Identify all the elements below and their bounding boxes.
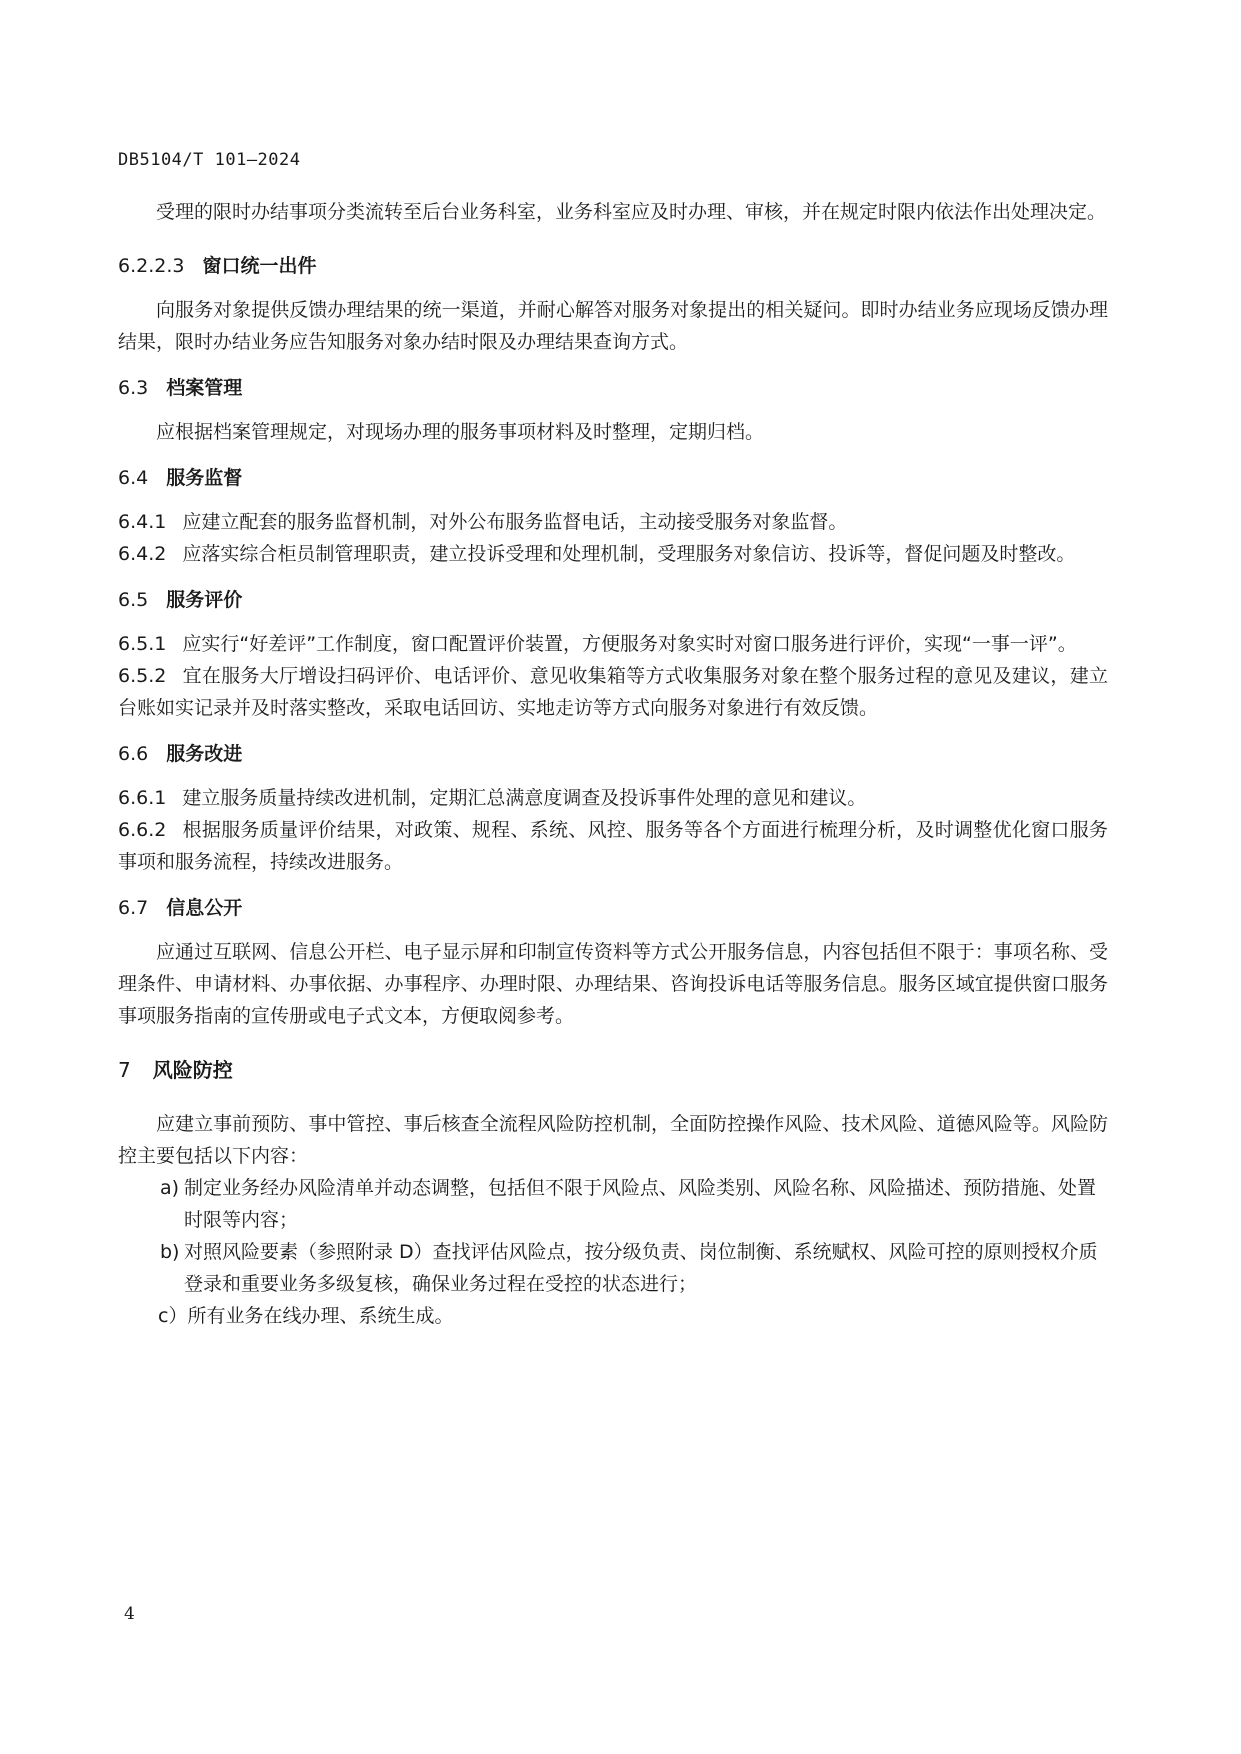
section-number: 6.3 xyxy=(118,377,149,399)
section-title: 信息公开 xyxy=(166,897,243,919)
clause-6-6-1 xyxy=(118,782,1108,814)
clause-number: 6.4.2 xyxy=(118,543,167,565)
paragraph-6-2-2-3: 向服务对象提供反馈办理结果的统一渠道，并耐心解答对服务对象提出的相关疑问。即时办结业务应现场反馈办理结果，限时办结业务应告知服务对象办结时限及办理结果查询方式。 xyxy=(118,299,1108,353)
clause-number: 6.6.1 xyxy=(118,787,167,809)
section-title: 服务监督 xyxy=(166,467,243,489)
clause-6-5-1 xyxy=(118,628,1108,660)
section-number: 6.6 xyxy=(118,743,149,765)
paragraph-7: 应建立事前预防、事中管控、事后核查全流程风险防控机制，全面防控操作风险、技术风险、道德风险等。风险防控主要包括以下内容： xyxy=(118,1113,1108,1167)
clause-text: 应落实综合柜员制管理职责，建立投诉受理和处理机制，受理服务对象信访、投诉等，督促问题及时整改。 xyxy=(182,543,1076,565)
clause-text: 应实行“好差评”工作制度，窗口配置评价装置，方便服务对象实时对窗口服务进行评价，实现“一事一评”。 xyxy=(182,633,1077,655)
section-number: 6.4 xyxy=(118,467,149,489)
page-body xyxy=(118,196,1108,1332)
section-number: 6.2.2.3 xyxy=(118,255,185,277)
document-code: DB5104/T 101—2024 xyxy=(118,150,301,170)
section-title: 档案管理 xyxy=(166,377,243,399)
section-number: 7 xyxy=(118,1058,131,1082)
clause-6-5-2 xyxy=(118,660,1108,724)
list-label: a) xyxy=(160,1177,180,1199)
list-text: 制定业务经办风险清单并动态调整，包括但不限于风险点、风险类别、风险名称、风险描述、预防措施、处置时限等内容； xyxy=(184,1177,1097,1231)
clause-number: 6.5.1 xyxy=(118,633,167,655)
clause-text: 应建立配套的服务监督机制，对外公布服务监督电话，主动接受服务对象监督。 xyxy=(182,511,848,533)
clause-6-4-1 xyxy=(118,506,1108,538)
heading-6-2-2-3 xyxy=(118,250,1108,282)
clause-number: 6.6.2 xyxy=(118,819,167,841)
section-number: 6.5 xyxy=(118,589,149,611)
clause-text: 根据服务质量评价结果，对政策、规程、系统、风控、服务等各个方面进行梳理分析，及时调整优化窗口服务事项和服务流程，持续改进服务。 xyxy=(118,819,1108,873)
paragraph-6-7: 应通过互联网、信息公开栏、电子显示屏和印制宣传资料等方式公开服务信息，内容包括但不限于：事项名称、受理条件、申请材料、办事依据、办事程序、办理时限、办理结果、咨询投诉电话等服务信息。服务区域宜提供窗口服务事项服务指南的宣传册或电子式文本，方便取阅参考。 xyxy=(118,941,1108,1027)
section-title: 风险防控 xyxy=(152,1058,233,1082)
clause-6-4-2 xyxy=(118,538,1108,570)
section-title: 窗口统一出件 xyxy=(202,255,317,277)
clause-6-6-2 xyxy=(118,814,1108,878)
clause-text: 宜在服务大厅增设扫码评价、电话评价、意见收集箱等方式收集服务对象在整个服务过程的意见及建议，建立台账如实记录并及时落实整改，采取电话回访、实地走访等方式向服务对象进行有效反馈。 xyxy=(118,665,1108,719)
clause-text: 建立服务质量持续改进机制，定期汇总满意度调查及投诉事件处理的意见和建议。 xyxy=(182,787,867,809)
section-title: 服务评价 xyxy=(166,589,243,611)
list-text: 对照风险要素（参照附录 D）查找评估风险点，按分级负责、岗位制衡、系统赋权、风险可控的原则授权介质登录和重要业务多级复核，确保业务过程在受控的状态进行； xyxy=(184,1241,1098,1295)
list-label: b) xyxy=(160,1241,180,1263)
heading-6-4 xyxy=(118,462,1108,494)
clause-number: 6.4.1 xyxy=(118,511,167,533)
heading-6-7 xyxy=(118,892,1108,924)
paragraph-intro: 受理的限时办结事项分类流转至后台业务科室，业务科室应及时办理、审核，并在规定时限内依法作出处理决定。 xyxy=(156,201,1107,223)
heading-6-6 xyxy=(118,738,1108,770)
heading-6-5 xyxy=(118,584,1108,616)
list-item-a xyxy=(118,1172,1108,1236)
page-number: 4 xyxy=(124,1604,135,1624)
list-item-c: c）所有业务在线办理、系统生成。 xyxy=(158,1305,454,1327)
section-number: 6.7 xyxy=(118,897,149,919)
clause-number: 6.5.2 xyxy=(118,665,167,687)
section-title: 服务改进 xyxy=(166,743,243,765)
list-item-b xyxy=(118,1236,1108,1300)
heading-7 xyxy=(118,1054,1108,1086)
heading-6-3 xyxy=(118,372,1108,404)
paragraph-6-3: 应根据档案管理规定，对现场办理的服务事项材料及时整理，定期归档。 xyxy=(156,421,765,443)
